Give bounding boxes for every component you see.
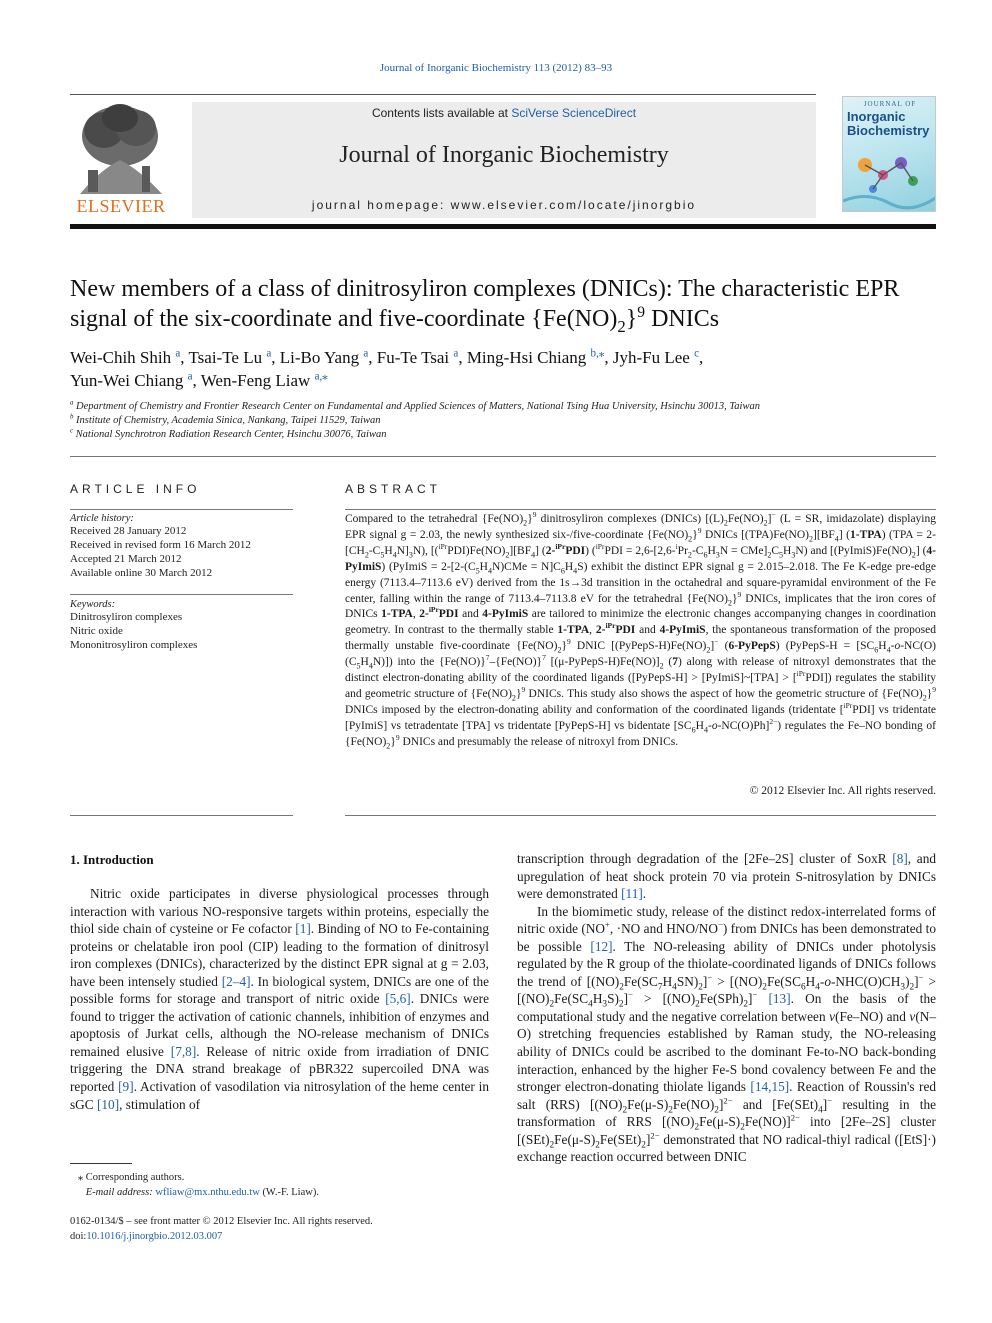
cover-sup-text: JOURNAL OF — [863, 100, 917, 108]
reference-link[interactable]: [9] — [118, 1079, 134, 1095]
keyword: Mononitrosyliron complexes — [70, 639, 198, 651]
author[interactable]: Li-Bo Yang $^a$, — [279, 347, 377, 367]
reference-link[interactable]: [8] — [892, 851, 908, 866]
intro-paragraph: transcription through degradation of the [2Fe–2S] cluster of SoxR [8], and upregulation of heat shock protein 70 via protein S-nitrosylation by DNICs were demonstrated [11]. — [517, 851, 936, 902]
reference-link[interactable]: [11] — [621, 886, 643, 902]
article-history — [70, 513, 293, 580]
article-info-bottom-rule — [70, 815, 293, 816]
abstract-heading: ABSTRACT — [345, 482, 442, 496]
footnote-rule — [70, 1163, 132, 1164]
affiliation-divider — [70, 456, 936, 457]
reference-link[interactable]: [10] — [96, 1096, 120, 1112]
doi-link[interactable]: 10.1016/j.jinorgbio.2012.03.007 — [86, 1231, 223, 1242]
author[interactable]: Yun-Wei Chiang $^a$, — [70, 370, 201, 390]
intro-column-left — [70, 885, 489, 1113]
article-info-heading: ARTICLE INFO — [70, 482, 201, 496]
keyword: Dinitrosyliron complexes — [70, 611, 183, 623]
reference-link[interactable]: [2–4] — [221, 973, 251, 989]
author-list — [70, 346, 940, 392]
cover-title-line-2: Biochemistry — [847, 123, 930, 138]
keywords-block — [70, 599, 293, 652]
history-accepted: Accepted 21 March 2012 — [70, 553, 182, 565]
journal-title: Journal of Inorganic Biochemistry — [339, 142, 669, 168]
keywords-label: Keywords: — [70, 599, 116, 610]
intro-paragraph: In the biomimetic study, release of the distinct redox-interrelated forms of nitric oxide (NO+, ·NO and HNO/NO−) from DNICs has been demonstrated to be possible [12]. The NO-releasing ability of DNICs under photolysis regulated by the R group of the thiolate-coordinated ligands of DNICs follows the trend of $[(NO)_2Fe(SC_7H_4SN)_2]^- > [(NO)_2Fe(SC_6H_4-o-NHC(O)CH_3)_2]^- > [(NO)_2Fe(SC_4H_3S)_2]^- > [(NO)_2Fe(SPh)_2]^-$ [13]. On the basis of the computational study and the negative correlation between ν(Fe–NO) and ν(N–O) stretching frequencies established by Raman study, the NO-releasing ability of DNICs could be ascribed to the dominant Fe-to-NO back-bonding interaction, enhanced by the higher Fe-S bond covalency between Fe and the stronger electron-donating thiolate ligands [14,15]. Reaction of Roussin's red salt (RRS) $[(NO)_2Fe(\mu-S)_2Fe(NO)_2]^{2-}$ and $[Fe(SEt)_4]^-$ resulting in the transformation of RRS $[(NO)_2Fe(\mu-S)_2Fe(NO)]^{2-}$ into [2Fe–2S] cluster $[(SEt)_2Fe(\mu-S)_2Fe(SEt)_2]^{2-}$ demonstrated that NO radical-thiyl radical ([EtS]·) exchange reaction occurred between DNIC — [517, 903, 937, 1165]
article-title — [70, 274, 940, 334]
reference-link[interactable]: [5,6] — [385, 991, 411, 1007]
affiliation-c: $^c$ National Synchrotron Radiation Research Center, Hsinchu 30076, Taiwan — [70, 427, 387, 440]
reference-link[interactable]: [13] — [768, 991, 791, 1007]
keywords-rule — [70, 594, 293, 595]
cover-title-line-1: Inorganic — [847, 109, 906, 124]
abstract-text: Compared to the tetrahedral $\{Fe(NO)_2\}^9$ dinitrosyliron complexes (DNICs) $[(L)_2Fe(NO)_2]^-$ (L = SR, imidazolate) displaying EPR signal g = 2.03, the newly synthesized six-/five-coordinate $\{Fe(NO)_2\}^9$ DNICs $[(TPA)Fe(NO)_2][BF_4]$ (1-TPA) $(TPA = 2-[CH_2-C_5H_4N]_3N)$, $[(^{iPr}PDI)Fe(NO)_2][BF_4]$ (2-$^{iPr}$PDI) $(^{iPr}PDI = 2,6-[2,6-^iPr_2-C_6H_3N = CMe]_2C_5H_3N)$ and $[(PyImiS)Fe(NO)_2]$ (4-PyImiS) (PyImiS = $2-[2-(C_5H_4N)CMe = N]C_6H_4S$) exhibit the distinct EPR signal g = 2.015–2.018. The Fe K-edge pre-edge energy (7113.4–7113.6 eV) derived from the 1s→3d transition in the octahedral and square-pyramidal environment of the Fe center, falling within the range of 7113.4–7113.8 eV for the tetrahedral $\{Fe(NO)_2\}^9$ DNICs, implicates that the iron cores of DNICs 1-TPA, 2-$^{iPr}$PDI and 4-PyImiS are tailored to minimize the electronic changes accompanying changes in coordination geometry. In contrast to the thermally stable 1-TPA, 2-$^{iPr}$PDI and 4-PyImiS, the spontaneous transformation of the proposed thermally unstable five-coordinate $\{Fe(NO)_2\}^9$ DNIC $[(PyPepS-H)Fe(NO)_2]^-$ (6-PyPepS) (PyPepS-H = $[SC_6H_4-o-NC(O)(C_5H_4N)]$) into the $\{Fe(NO)\}^7-\{Fe(NO)\}^7$ $[(\mu-PyPepS-H)Fe(NO)]_2$ (7) along with release of nitroxyl demonstrates that the distinct electron-donating ability of the coordinated ligands ([PyPepS-H] > [PyImiS]~[TPA] > [$^{iPr}$PDI]) regulates the stability and geometric structure of $\{Fe(NO)_2\}^9$ DNICs. This study also shows the aspect of how the geometric structure of $\{Fe(NO)_2\}^9$ DNICs imposed by the electron-donating ability and conformation of the coordinated ligands (tridentate [$^{iPr}$PDI] vs tridentate [PyImiS] vs tetradentate [TPA] vs tridentate [PyPepS-H] vs bidentate $[SC_6H_4-o-NC(O)Ph]^{2-}$) regulates the Fe–NO bonding of $\{Fe(NO)_2\}^9$ DNICs and presumably the release of nitroxyl from DNICs. — [345, 510, 937, 750]
author[interactable]: Jyh-Fu Lee $^c$, — [612, 347, 704, 367]
email-note: E-mail address: wfliaw@mx.nthu.edu.tw (W.-F. Liaw). — [85, 1187, 319, 1198]
intro-paragraph: Nitric oxide participates in diverse physiological processes through interaction with various NO-responsive targets within proteins, especially the thiol side chain of cysteine or Fe cofactor [1]. Binding of NO to Fe-containing proteins or chelatable iron pool (CIP) leading to the formation of dinitrosyl iron complexes (DNICs), characterized by the distinct EPR signal at g = 2.03, have been intensely studied [2–4]. In biological system, DNICs are one of the possible forms for storage and transport of nitric oxide [5,6]. DNICs were found to trigger the activation of cationic channels, inhibition of enzymes and apoptosis of Jurkat cells, although the NO-release mechanism of DNICs remained elusive [7,8]. Release of nitric oxide from irradiation of DNIC triggering the DNA strand breakage of pBR322 supercoiled DNA was reported [9]. Activation of vasodilation via nitrosylation of the heme center in sGC [10], stimulation of — [70, 886, 490, 1112]
issn-block — [70, 1214, 489, 1244]
affiliation-b: $^b$ Institute of Chemistry, Academia Sinica, Nankang, Taipei 11529, Taiwan — [70, 413, 381, 426]
reference-link[interactable]: [14,15] — [750, 1079, 790, 1095]
author[interactable]: Wei-Chih Shih $^a$, — [70, 347, 189, 367]
keyword: Nitric oxide — [70, 625, 123, 637]
journal-citation[interactable]: Journal of Inorganic Biochemistry 113 (2012) 83–93 — [379, 62, 613, 74]
abstract-bottom-rule — [345, 815, 936, 816]
title-line-1: New members of a class of dinitrosyliron complexes (DNICs): The characteristic EPR — [70, 276, 900, 302]
history-label: Article history: — [70, 513, 134, 524]
sciencedirect-link[interactable]: SciVerse ScienceDirect — [511, 106, 637, 120]
reference-link[interactable]: [1] — [295, 921, 311, 937]
title-line-2: signal of the six-coordinate and five-coordinate $\{Fe(NO)_2\}^9$ DNICs — [70, 304, 720, 336]
journal-cover-thumbnail[interactable] — [842, 96, 936, 212]
affiliation-a: $^a$ Department of Chemistry and Frontier Research Center on Fundamental and Applied Sciences of Matters, National Tsing Hua University, Hsinchu 30013, Taiwan — [70, 399, 760, 412]
cover-molecule-art — [843, 141, 936, 212]
article-info-rule — [70, 509, 293, 510]
doi-line: doi:10.1016/j.jinorgbio.2012.03.007 — [70, 1231, 223, 1242]
contents-line — [192, 106, 816, 120]
intro-column-right — [517, 850, 936, 1166]
header-thick-rule — [70, 224, 936, 229]
history-revised: Received in revised form 16 March 2012 — [70, 539, 251, 551]
footnotes — [70, 1170, 489, 1200]
author[interactable]: Wen-Feng Liaw $^{a,⁎}$ — [200, 370, 328, 390]
author[interactable]: Tsai-Te Lu $^a$, — [188, 347, 280, 367]
elsevier-wordmark: ELSEVIER — [76, 196, 166, 216]
journal-homepage[interactable]: journal homepage: www.elsevier.com/locate/jinorgbio — [311, 198, 697, 212]
copyright-notice: © 2012 Elsevier Inc. All rights reserved. — [749, 785, 936, 797]
corresponding-note: ⁎ Corresponding authors. — [70, 1172, 185, 1183]
author[interactable]: Ming-Hsi Chiang $^{b,⁎}$, — [466, 347, 613, 367]
history-received: Received 28 January 2012 — [70, 525, 187, 537]
history-online: Available online 30 March 2012 — [70, 567, 213, 579]
email-link[interactable]: wfliaw@mx.nthu.edu.tw — [155, 1187, 260, 1198]
section-heading-introduction: 1. Introduction — [70, 852, 154, 867]
abstract-rule — [345, 509, 936, 510]
affiliations — [70, 400, 940, 442]
reference-link[interactable]: [12] — [590, 938, 613, 954]
contents-prefix: Contents lists available at — [371, 106, 512, 120]
header-divider — [70, 94, 816, 95]
issn-line: 0162-0134/$ – see front matter © 2012 Elsevier Inc. All rights reserved. — [70, 1216, 373, 1227]
reference-link[interactable]: [7,8] — [170, 1043, 197, 1059]
author[interactable]: Fu-Te Tsai $^a$, — [376, 347, 467, 367]
